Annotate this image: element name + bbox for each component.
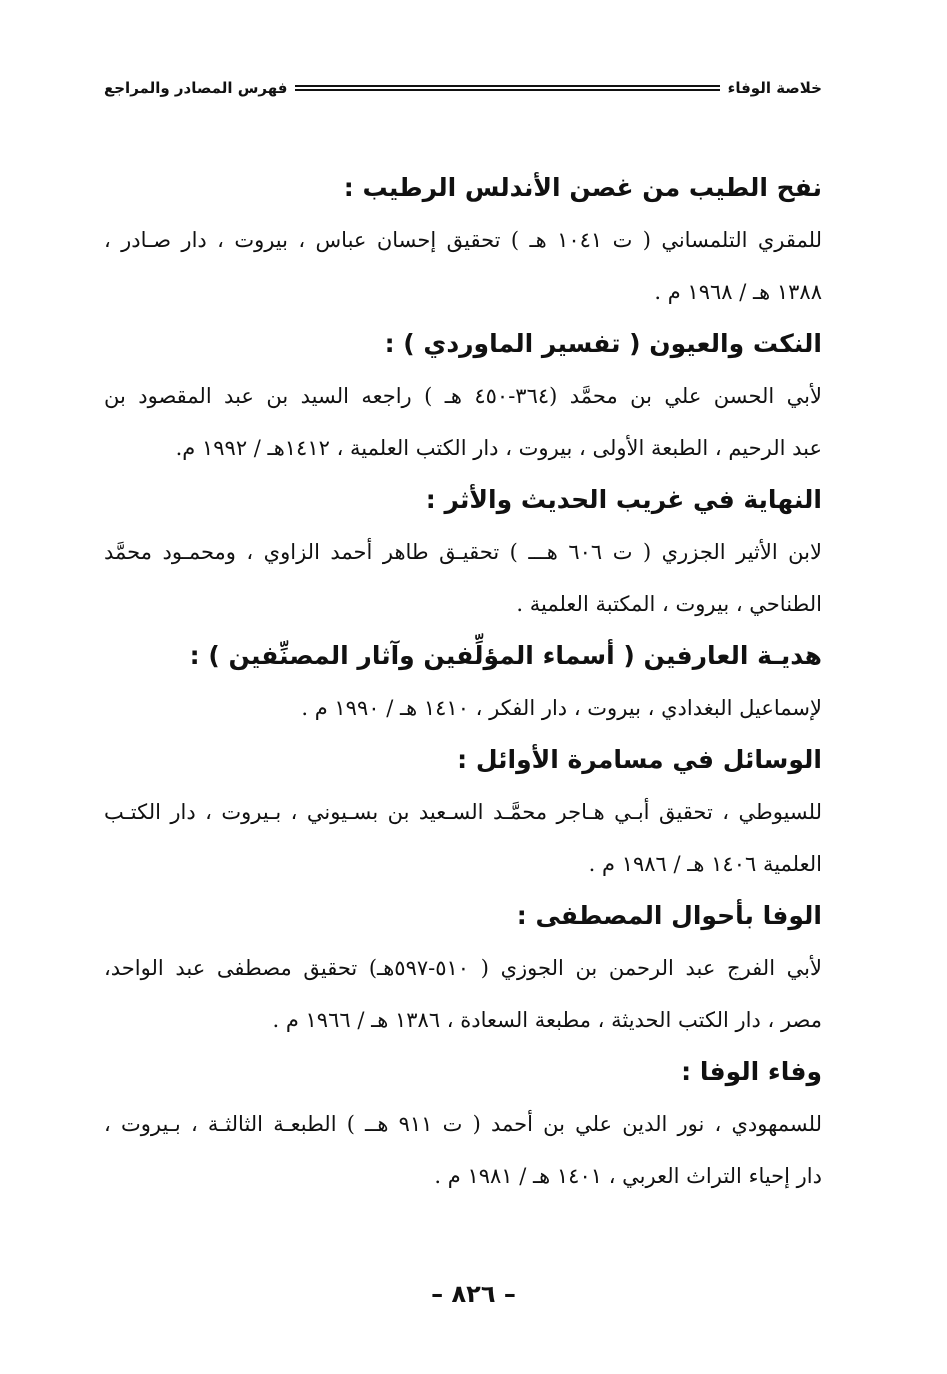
bibliography-list [104,162,822,1202]
entry-line: للسيوطي ، تحقيق أبـي هـاجر محمَّـد السـعيد بن بسـيوني ، بـيروت ، دار الكتـب [104,800,822,824]
header-rule [295,85,719,91]
entry-line: ١٣٨٨ هـ / ١٩٦٨ م . [654,280,822,304]
entry-line: لابن الأثير الجزري ( ت ٦٠٦ هـــ ) تحقيـق طاهر أحمد الزاوي ، ومحمـود محمَّد [104,540,822,564]
entry-title: هديـة العارفين ( أسماء المؤلِّفين وآثار المصنِّفين ) : [189,641,822,670]
entry-line: لأبي الفرج عبد الرحمن بن الجوزي ( ٥١٠-٥٩٧هـ) تحقيق مصطفى عبد الواحد، [104,956,823,980]
bibliography-entry [104,734,822,890]
bibliography-entry [104,630,822,734]
entry-line: لأبي الحسن علي بن محمَّد (٣٦٤-٤٥٠ هـ ) راجعه السيد بن عبد المقصود بن [104,384,822,408]
running-header [104,74,822,102]
entry-title: النهاية في غريب الحديث والأثر : [425,485,822,514]
entry-line: عبد الرحيم ، الطبعة الأولى ، بيروت ، دار الكتب العلمية ، ١٤١٢هـ / ١٩٩٢ م. [175,436,822,460]
section-title: فهرس المصادر والمراجع [104,79,288,97]
bibliography-entry [104,162,822,318]
entry-line: مصر ، دار الكتب الحديثة ، مطبعة السعادة ، ١٣٨٦ هـ / ١٩٦٦ م . [272,1008,822,1032]
bibliography-entry [104,890,822,1046]
entry-title: الوفا بأحوال المصطفى : [516,901,822,930]
entry-line: العلمية ١٤٠٦ هـ / ١٩٨٦ م . [588,852,822,876]
entry-title: الوسائل في مسامرة الأوائل : [457,745,822,774]
entry-line: للسمهودي ، نور الدين علي بن أحمد ( ت ٩١١ هــ ) الطبعـة الثالثـة ، بـيروت ، [104,1112,823,1136]
entry-title: النكت والعيون ( تفسير الماوردي ) : [384,329,822,358]
page-number: – ٨٢٦ – [431,1280,516,1308]
entry-title: نفح الطيب من غصن الأندلس الرطيب : [343,173,822,202]
entry-line: دار إحياء التراث العربي ، ١٤٠١ هـ / ١٩٨١ م . [434,1164,822,1188]
entry-line: للمقري التلمساني ( ت ١٠٤١ هـ ) تحقيق إحسان عباس ، بيروت ، دار صـادر ، [104,228,822,252]
entry-line: الطناحي ، بيروت ، المكتبة العلمية . [516,592,822,616]
bibliography-entry [104,474,822,630]
entry-title: وفاء الوفا : [681,1057,822,1086]
entry-line: لإسماعيل البغدادي ، بيروت ، دار الفكر ، ١٤١٠ هـ / ١٩٩٠ م . [301,696,822,720]
book-title: خلاصة الوفاء [727,79,822,97]
bibliography-entry [104,1046,822,1202]
bibliography-entry [104,318,822,474]
